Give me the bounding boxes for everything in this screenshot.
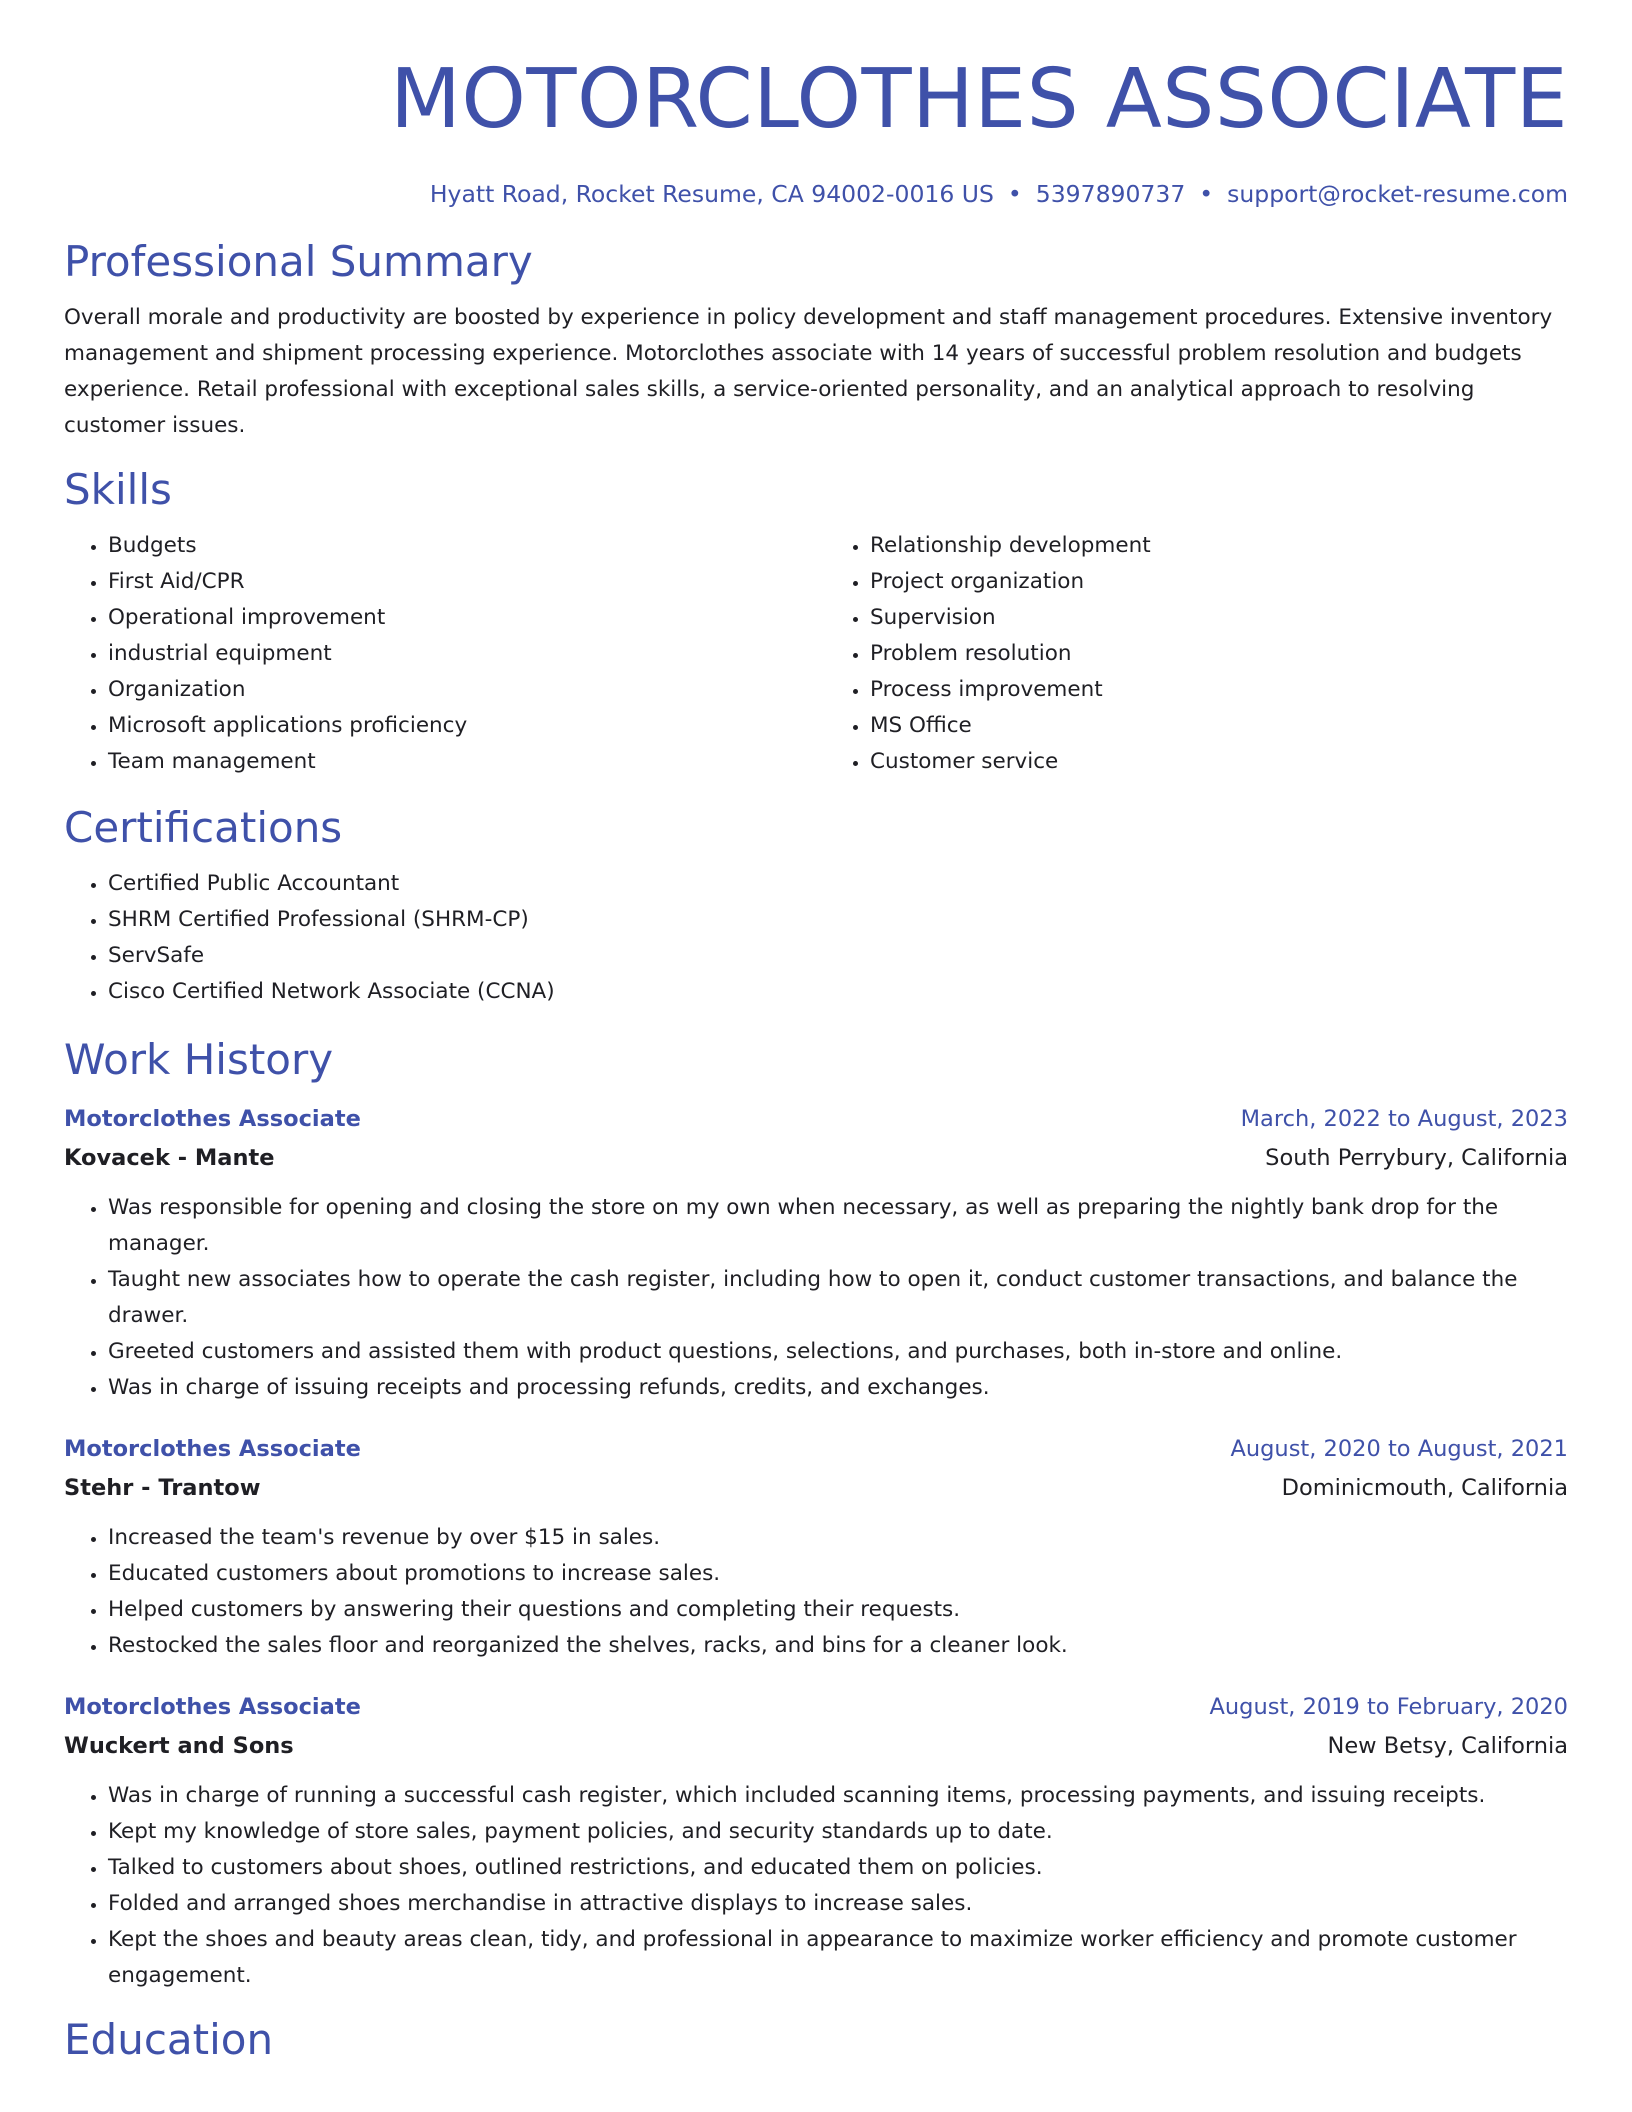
- skills-heading: Skills: [64, 465, 172, 514]
- work-history-heading: Work History: [64, 1035, 334, 1084]
- skill-item: • Operational improvement: [108, 600, 816, 636]
- summary-text: Overall morale and productivity are boosted by experience in policy development and staff management procedures. Extensive inventory management and shipment processing experience. Motorclothes associate with 14 years of successful problem resolution and budgets experience. Retail professional with exceptional sales skills, a service-oriented personality, and an analytical approach to resolving customer issues.: [64, 305, 1553, 438]
- skills-grid: [64, 528, 1568, 780]
- job-bullet: • Talked to customers about shoes, outlined restrictions, and educated them on policies.: [108, 1850, 1568, 1886]
- job-dates: March, 2022 to August, 2023: [1240, 1106, 1568, 1132]
- contact-separator: •: [1007, 180, 1022, 208]
- certification-item: • ServSafe: [108, 938, 1568, 974]
- summary-section: [64, 236, 1568, 444]
- skill-item: • Process improvement: [870, 672, 1568, 708]
- job-bullet: • Taught new associates how to operate the cash register, including how to open it, conduct customer transactions, and balance the drawer.: [108, 1262, 1568, 1334]
- job-entry: [64, 1688, 1568, 1994]
- certification-item: • SHRM Certified Professional (SHRM-CP): [108, 902, 1568, 938]
- skill-item: • MS Office: [870, 708, 1568, 744]
- job-location: Dominicmouth, California: [1281, 1475, 1568, 1501]
- job-bullet: • Increased the team's revenue by over $15 in sales.: [108, 1520, 1568, 1556]
- skill-item: • Project organization: [870, 564, 1568, 600]
- job-bullet: • Was in charge of issuing receipts and processing refunds, credits, and exchanges.: [108, 1370, 1568, 1406]
- skill-item: • Organization: [108, 672, 816, 708]
- contact-email[interactable]: support@rocket-resume.com: [1227, 180, 1568, 208]
- job-dates: August, 2019 to February, 2020: [1209, 1694, 1568, 1720]
- resume-name: MOTORCLOTHES ASSOCIATE: [390, 52, 1568, 147]
- certification-item: • Certified Public Accountant: [108, 866, 1568, 902]
- job-bullet: • Was responsible for opening and closing the store on my own when necessary, as well as preparing the nightly bank drop for the manager.: [108, 1190, 1568, 1262]
- job-location: New Betsy, California: [1327, 1733, 1568, 1759]
- job-bullet: • Helped customers by answering their questions and completing their requests.: [108, 1592, 1568, 1628]
- skill-item: • Supervision: [870, 600, 1568, 636]
- skill-item: • Relationship development: [870, 528, 1568, 564]
- skills-column-right: [816, 528, 1568, 780]
- job-bullet: • Greeted customers and assisted them with product questions, selections, and purchases, both in-store and online.: [108, 1334, 1568, 1370]
- job-title: Motorclothes Associate: [64, 1106, 361, 1132]
- job-entry: [64, 1430, 1568, 1664]
- contact-address: Hyatt Road, Rocket Resume, CA 94002-0016 US: [429, 180, 994, 208]
- skill-item: • First Aid/CPR: [108, 564, 816, 600]
- job-company: Stehr - Trantow: [64, 1475, 261, 1501]
- skill-item: • Problem resolution: [870, 636, 1568, 672]
- education-section: [64, 2014, 1568, 2066]
- job-bullet: • Was in charge of running a successful cash register, which included scanning items, processing payments, and issuing receipts.: [108, 1778, 1568, 1814]
- education-heading: Education: [64, 2015, 274, 2064]
- skills-section: [64, 464, 1568, 780]
- job-entry: [64, 1100, 1568, 1406]
- job-company: Kovacek - Mante: [64, 1145, 275, 1171]
- certification-item: • Cisco Certified Network Associate (CCNA): [108, 974, 1568, 1010]
- job-title: Motorclothes Associate: [64, 1694, 361, 1720]
- job-dates: August, 2020 to August, 2021: [1230, 1436, 1568, 1462]
- skill-item: • Microsoft applications proficiency: [108, 708, 816, 744]
- contact-phone: 5397890737: [1035, 180, 1186, 208]
- skill-item: • Customer service: [870, 744, 1568, 780]
- job-bullet: • Folded and arranged shoes merchandise in attractive displays to increase sales.: [108, 1886, 1568, 1922]
- job-title: Motorclothes Associate: [64, 1436, 361, 1462]
- work-history-section: [64, 1034, 1568, 1994]
- skill-item: • industrial equipment: [108, 636, 816, 672]
- job-company: Wuckert and Sons: [64, 1733, 294, 1759]
- job-location: South Perrybury, California: [1265, 1145, 1568, 1171]
- skills-column-left: [64, 528, 816, 780]
- certifications-heading: Certifications: [64, 803, 343, 852]
- contact-separator: •: [1199, 180, 1214, 208]
- summary-heading: Professional Summary: [64, 237, 533, 286]
- job-bullet: • Educated customers about promotions to increase sales.: [108, 1556, 1568, 1592]
- job-bullet: • Restocked the sales floor and reorganized the shelves, racks, and bins for a cleaner look.: [108, 1628, 1568, 1664]
- skill-item: • Budgets: [108, 528, 816, 564]
- contact-line: [64, 178, 1568, 210]
- job-bullet: • Kept my knowledge of store sales, payment policies, and security standards up to date.: [108, 1814, 1568, 1850]
- skill-item: • Team management: [108, 744, 816, 780]
- certifications-section: [64, 802, 1568, 1010]
- job-bullet: • Kept the shoes and beauty areas clean, tidy, and professional in appearance to maximize worker efficiency and promote customer engagement.: [108, 1922, 1568, 1994]
